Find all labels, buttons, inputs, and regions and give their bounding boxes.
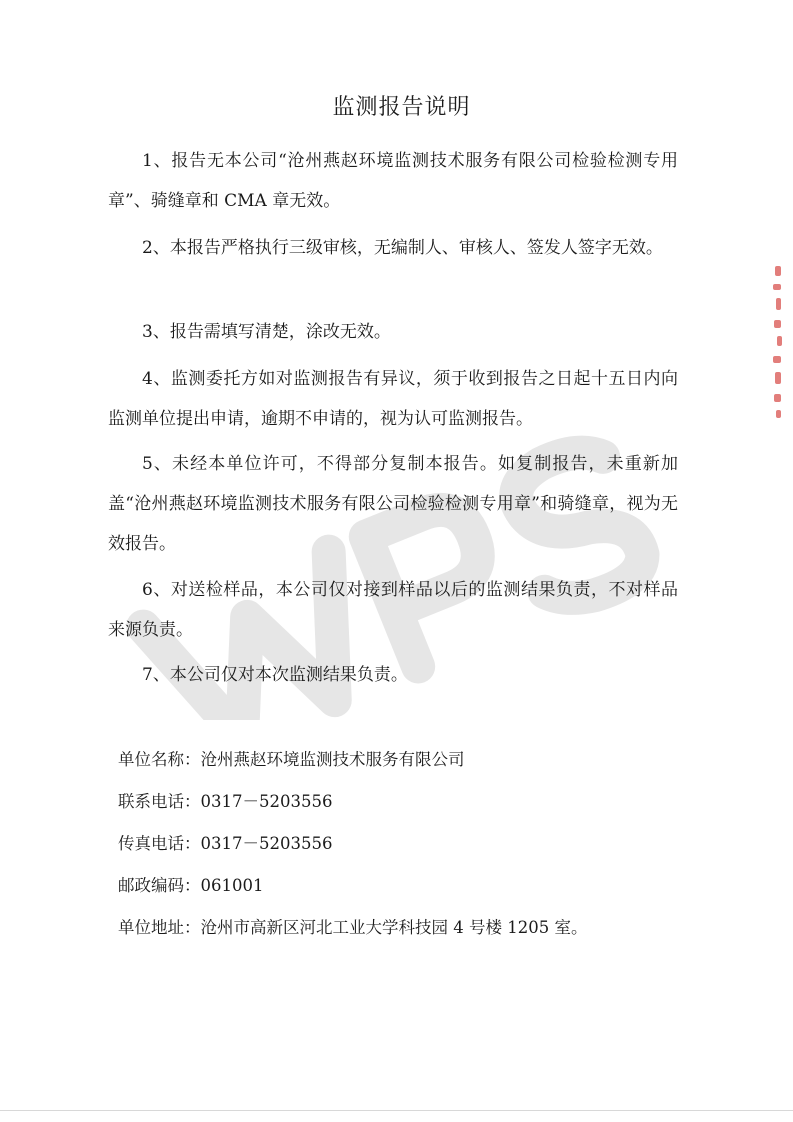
phone-value: 0317－5203556 [200, 792, 333, 811]
seam-stamp-fragment [769, 262, 787, 422]
page-bottom-rule [0, 1110, 793, 1111]
phone-row [118, 791, 718, 813]
fax-row [118, 833, 718, 855]
clause-6: 6、对送检样品，本公司仅对接到样品以后的监测结果负责，不对样品来源负责。 [108, 580, 678, 640]
address-row [118, 917, 718, 939]
fax-label: 传真电话： [118, 834, 201, 853]
company-name-value: 沧州燕赵环境监测技术服务有限公司 [200, 750, 465, 769]
address-label: 单位地址： [118, 918, 201, 937]
postcode-label: 邮政编码： [118, 876, 201, 895]
clause-4: 4、监测委托方如对监测报告有异议，须于收到报告之日起十五日内向监测单位提出申请，逾期不申请的，视为认可监测报告。 [108, 369, 678, 429]
clause-1: 1、报告无本公司“沧州燕赵环境监测技术服务有限公司检验检测专用章”、骑缝章和 CMA 章无效。 [108, 151, 678, 211]
clause-7: 7、本公司仅对本次监测结果负责。 [142, 665, 408, 685]
fax-value: 0317－5203556 [200, 834, 333, 853]
postcode-value: 061001 [200, 876, 264, 895]
phone-label: 联系电话： [118, 792, 201, 811]
address-value: 沧州市高新区河北工业大学科技园 4 号楼 1205 室。 [200, 918, 588, 937]
postcode-row [118, 875, 718, 897]
clause-2: 2、本报告严格执行三级审核，无编制人、审核人、签发人签字无效。 [142, 238, 663, 258]
clause-5: 5、未经本单位许可，不得部分复制本报告。如复制报告，未重新加盖“沧州燕赵环境监测技术服务有限公司检验检测专用章”和骑缝章，视为无效报告。 [108, 454, 678, 554]
clause-3: 3、报告需填写清楚，涂改无效。 [142, 322, 391, 342]
company-name-row [118, 749, 718, 771]
document-title: 监测报告说明 [332, 95, 471, 120]
company-name-label: 单位名称： [118, 750, 201, 769]
